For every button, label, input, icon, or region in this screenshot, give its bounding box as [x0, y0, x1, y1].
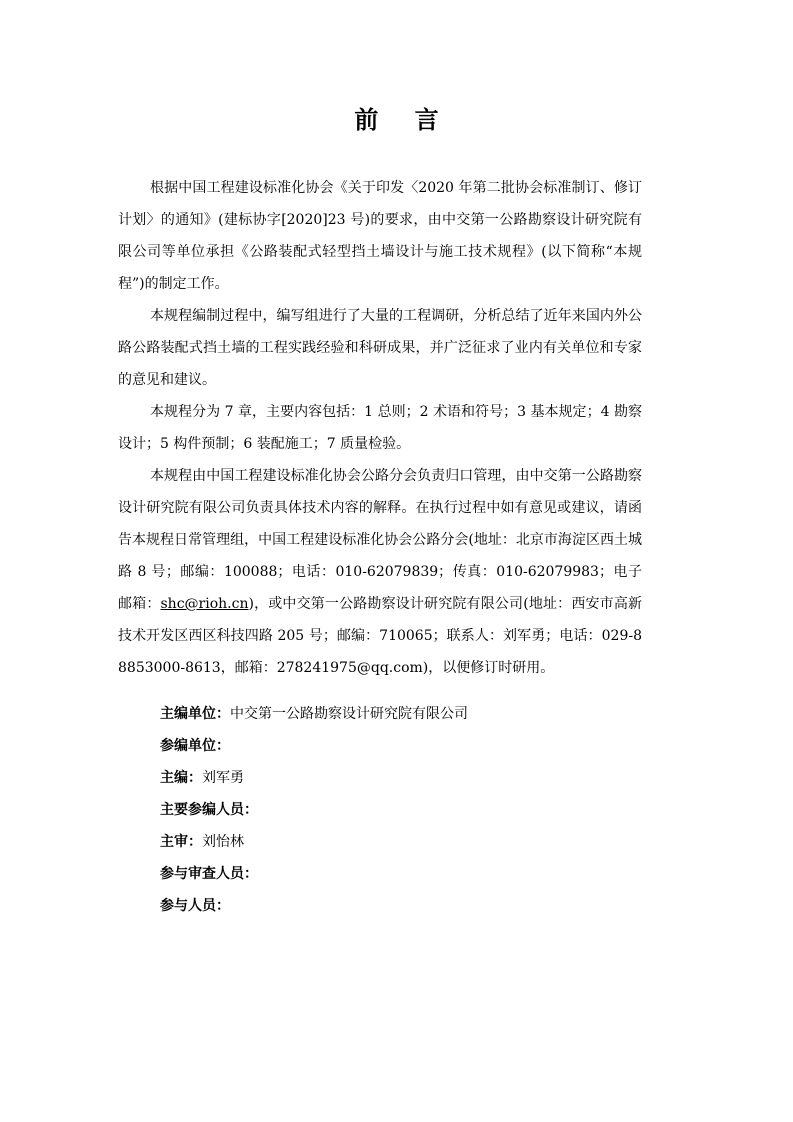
credit-chief-editor — [160, 762, 468, 794]
credit-value: 刘怡林 — [202, 834, 244, 850]
credit-label: 主要参编人员： — [160, 802, 258, 818]
paragraph-3: 本规程分为 7 章，主要内容包括：1 总则；2 术语和符号；3 基本规定；4 勘察设计；5 构件预制；6 装配施工；7 质量检验。 — [118, 404, 642, 452]
credit-value: 中交第一公路勘察设计研究院有限公司 — [230, 706, 468, 722]
credit-label: 参与人员： — [160, 898, 230, 914]
credit-chief-reviewer — [160, 826, 468, 858]
paragraph-4 — [118, 460, 642, 684]
credit-review-participants — [160, 858, 468, 890]
paragraph-1: 根据中国工程建设标准化协会《关于印发〈2020 年第二批协会标准制订、修订计划〉的通知》(建标协字[2020]23 号)的要求，由中交第一公路勘察设计研究院有限公司等单位承担《公路装配式轻型挡土墙设计与施工技术规程》(以下简称“本规程”)的制定工作。 — [118, 180, 642, 292]
page-title: 前 言 — [354, 106, 453, 134]
credit-label: 参与审查人员： — [160, 866, 258, 882]
credit-participants — [160, 890, 468, 922]
credit-label: 主编单位： — [160, 706, 230, 722]
credit-main-participants — [160, 794, 468, 826]
credits-block — [160, 698, 468, 922]
credit-label: 参编单位： — [160, 738, 230, 754]
paragraph-2: 本规程编制过程中，编写组进行了大量的工程调研，分析总结了近年来国内外公路公路装配式挡土墙的工程实践经验和科研成果，并广泛征求了业内有关单位和专家的意见和建议。 — [118, 308, 642, 388]
credit-label: 主编： — [160, 770, 202, 786]
credit-participating-units — [160, 730, 468, 762]
paragraph-4-text-end: )，或中交第一公路勘察设计研究院有限公司(地址：西安市高新技术开发区西区科技四路 205 号；邮编：710065；联系人：刘军勇；电话：029-88853000-8613，邮箱：278241975@qq.com)，以便修订时研用。 — [118, 596, 642, 676]
preface-body — [118, 172, 642, 684]
email-link[interactable]: shc@rioh.cn — [160, 596, 249, 612]
credit-chief-unit — [160, 698, 468, 730]
credit-value: 刘军勇 — [202, 770, 244, 786]
paragraph-4-text-start: 本规程由中国工程建设标准化协会公路分会负责归口管理，由中交第一公路勘察设计研究院有限公司负责具体技术内容的解释。在执行过程中如有意见或建议，请函告本规程日常管理组，中国工程建设标准化协会公路分会(地址：北京市海淀区西土城路 8 号；邮编：100088；电话：010-62079839；传真：010-62079983；电子邮箱： — [118, 468, 642, 612]
credit-label: 主审： — [160, 834, 202, 850]
